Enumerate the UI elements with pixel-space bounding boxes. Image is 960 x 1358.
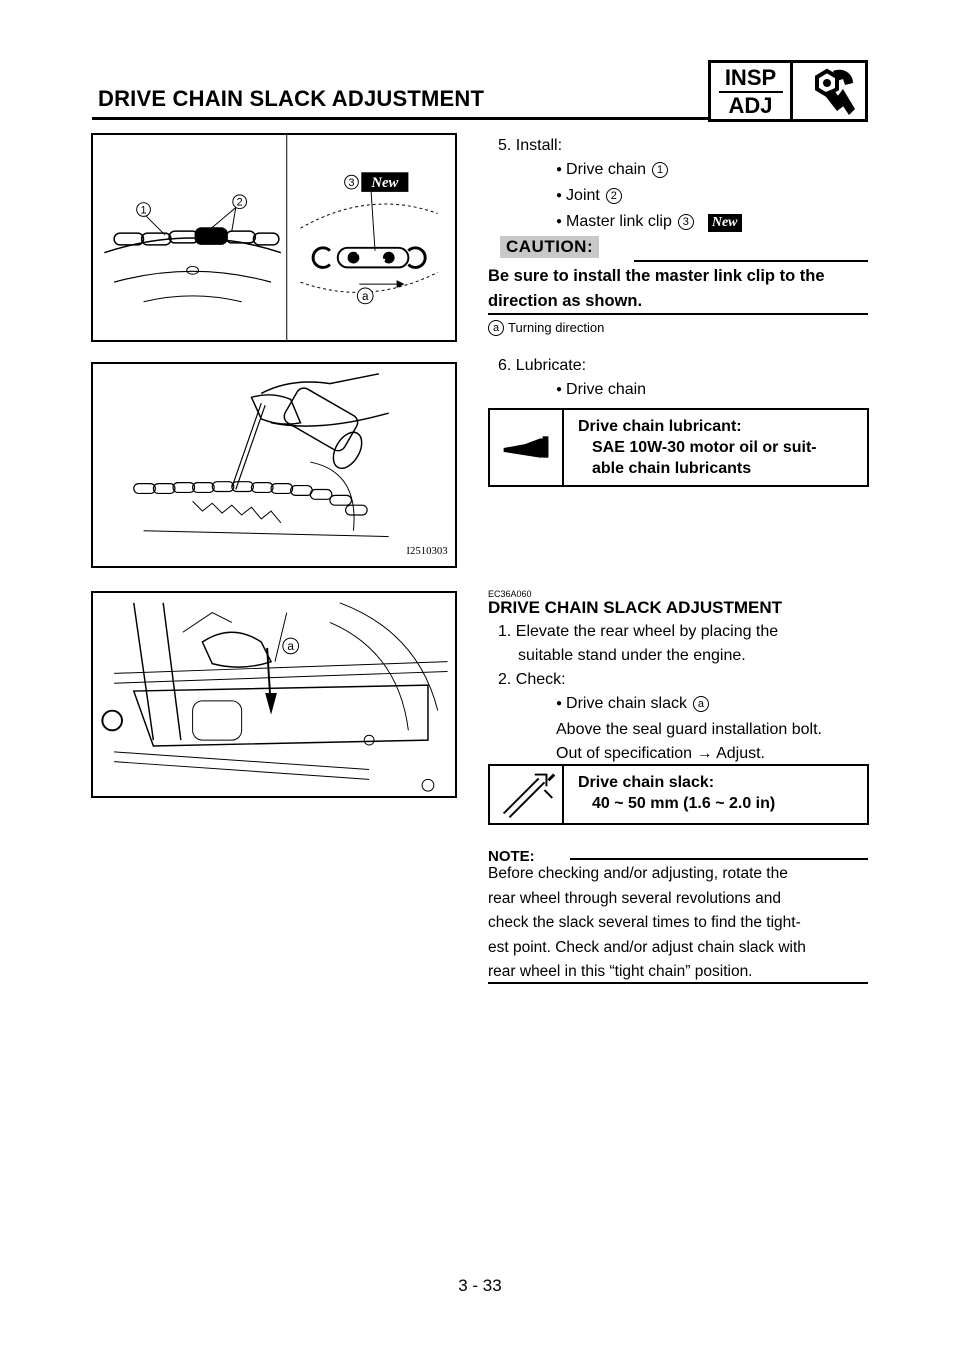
list-item: ● Drive chain slack a <box>488 692 870 718</box>
new-badge: New <box>371 174 399 191</box>
figure-code: I2510303 <box>406 545 448 558</box>
list-item: ● Drive chain 1 <box>488 158 870 184</box>
legend: a Turning direction <box>488 320 604 337</box>
caution-label: CAUTION: <box>500 236 599 258</box>
note-text: Before checking and/or adjusting, rotate the rear wheel through several revolutions and check the slack several times to find the tight- est point. Check and/or adjust chain slack with rear wheel in this “tight chain” position. <box>488 865 806 980</box>
header-rule <box>92 117 708 120</box>
oil-can-icon <box>490 410 564 485</box>
callout-1: 1 <box>140 204 147 217</box>
new-badge: New <box>708 214 742 232</box>
lubricate-section <box>488 354 870 404</box>
callout-3: 3 <box>348 177 355 190</box>
page-number: 3 - 33 <box>458 1276 502 1295</box>
slack-steps: 1. Elevate the rear wheel by placing the suitable stand under the engine. 2. Check: ● Drive chain slack a Above the seal guard installation bolt. Out of specification → Adjust. <box>488 620 870 766</box>
list-item: ● Drive chain <box>488 378 870 404</box>
figure-slack-check <box>91 591 457 798</box>
list-item: ● Master link clip 3 New <box>488 210 870 236</box>
figure-chain-install <box>91 133 457 342</box>
badge-adj: ADJ <box>728 93 773 118</box>
caution-text: Be sure to install the master link clip to the direction as shown. <box>488 267 825 310</box>
callout-a: a <box>361 289 369 303</box>
badge-insp: INSP <box>724 65 777 90</box>
page-title: DRIVE CHAIN SLACK ADJUSTMENT <box>98 86 485 111</box>
note-label: NOTE: <box>488 848 535 865</box>
list-item: ● Joint 2 <box>488 184 870 210</box>
lubricate-step: 6. Lubricate: <box>498 357 587 374</box>
caliper-icon <box>490 766 564 823</box>
insp-adj-label <box>711 63 793 119</box>
section-code: EC36A060 <box>488 589 532 599</box>
figure-chain-lubricate <box>91 362 457 568</box>
callout-2: 2 <box>236 196 243 209</box>
wrench-nut-icon <box>793 63 865 119</box>
section-heading: DRIVE CHAIN SLACK ADJUSTMENT <box>488 598 783 617</box>
install-step: 5. Install: <box>498 137 563 154</box>
section-badge <box>708 60 868 122</box>
spec-box-lubricant: Drive chain lubricant: SAE 10W-30 motor oil or suit- able chain lubricants <box>488 408 869 487</box>
install-section <box>488 134 870 236</box>
spec-box-slack: Drive chain slack: 40 ~ 50 mm (1.6 ~ 2.0 in) <box>488 764 869 825</box>
callout-a-slack: a <box>287 639 294 653</box>
